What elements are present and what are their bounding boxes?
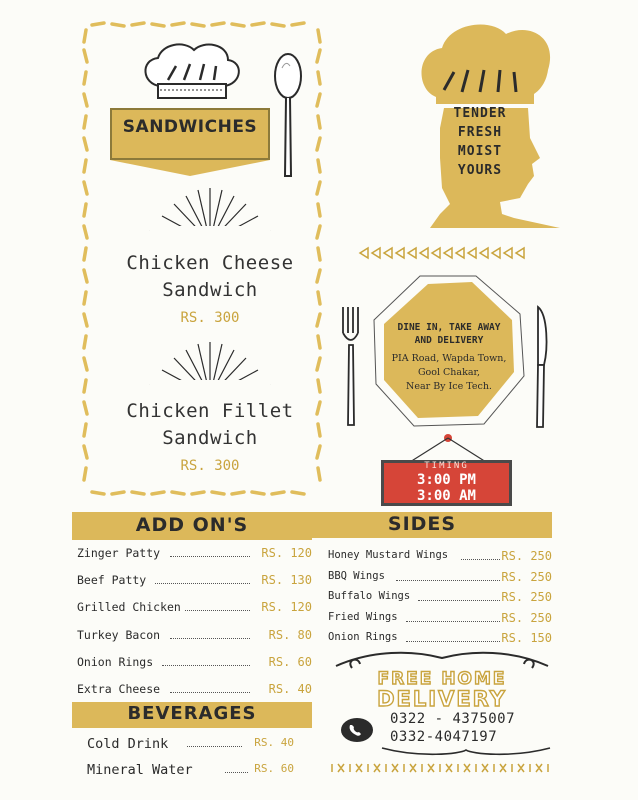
addon-name: Beef Patty — [77, 573, 147, 587]
beverage-row — [87, 736, 294, 754]
addon-row — [77, 628, 312, 646]
leader-dots — [225, 772, 248, 773]
side-price: RS. 250 — [501, 590, 552, 604]
side-price: RS. 250 — [501, 570, 552, 584]
beverage-row — [87, 762, 294, 780]
side-name: Honey Mustard Wings — [328, 549, 449, 561]
sunburst-icon — [140, 340, 280, 398]
addon-name: Zinger Patty — [77, 546, 161, 560]
chef-head-icon — [410, 18, 560, 228]
beverage-price: RS. 40 — [254, 736, 294, 749]
side-row — [328, 549, 552, 567]
leader-dots — [170, 638, 250, 639]
phone-number-2: 0332-4047197 — [390, 729, 498, 745]
timing-open: 3:00 PM — [416, 472, 476, 488]
triangle-divider — [358, 245, 530, 261]
chef-slogan-line3: MOIST — [457, 144, 503, 159]
leader-dots — [406, 641, 500, 642]
addon-name: Onion Rings — [77, 655, 154, 669]
addons-heading: ADD ON'S — [135, 514, 249, 536]
phone-number-1: 0322 - 4375007 — [390, 711, 516, 727]
side-name: Onion Rings — [328, 631, 398, 643]
chef-hat-icon — [138, 40, 246, 102]
leader-dots — [170, 556, 250, 557]
spoon-icon — [270, 52, 306, 180]
addon-name: Extra Cheese — [77, 682, 161, 696]
addon-price: RS. 120 — [261, 546, 312, 560]
addon-price: RS. 80 — [268, 628, 312, 642]
service-line2: AND DELIVERY — [414, 335, 484, 346]
leader-dots — [187, 746, 242, 747]
addon-name: Turkey Bacon — [77, 628, 161, 642]
sunburst-icon — [140, 186, 280, 244]
phone-icon — [340, 717, 374, 743]
leader-dots — [170, 692, 250, 693]
sandwich-item-2-price: RS. 300 — [180, 458, 240, 474]
side-price: RS. 250 — [501, 611, 552, 625]
addon-name: Grilled Chicken — [77, 600, 181, 614]
chef-slogan-line4: YOURS — [457, 163, 503, 178]
leader-dots — [418, 600, 500, 601]
side-row — [328, 570, 552, 588]
leader-dots — [162, 665, 250, 666]
leader-dots — [406, 621, 500, 622]
timing-label: TIMING — [424, 461, 469, 471]
leader-dots — [155, 583, 250, 584]
addon-price: RS. 120 — [261, 600, 312, 614]
address-line1: PIA Road, Wapda Town, — [391, 353, 507, 364]
beverages-heading: BEVERAGES — [127, 703, 257, 724]
side-row — [328, 590, 552, 608]
delivery-line1: FREE HOME — [377, 669, 507, 689]
knife-icon — [530, 305, 550, 429]
address-line2: Gool Chakar, — [417, 367, 481, 378]
side-price: RS. 250 — [501, 549, 552, 563]
addon-row — [77, 573, 312, 591]
leader-dots — [461, 559, 500, 560]
sandwiches-heading: SANDWICHES — [122, 117, 258, 137]
sandwich-item-1-price: RS. 300 — [180, 310, 240, 326]
fork-icon — [340, 305, 362, 427]
service-line1: DINE IN, TAKE AWAY — [397, 322, 501, 333]
address-line3: Near By Ice Tech. — [406, 381, 492, 392]
side-price: RS. 150 — [501, 631, 552, 645]
side-row — [328, 611, 552, 629]
addon-row — [77, 682, 312, 700]
addon-price: RS. 40 — [268, 682, 312, 696]
sandwich-item-2-name-line2: Sandwich — [162, 427, 258, 449]
bottom-pattern — [328, 762, 552, 774]
beverage-name: Mineral Water — [87, 762, 193, 778]
leader-dots — [185, 610, 250, 611]
beverage-name: Cold Drink — [87, 736, 169, 752]
sandwiches-banner-point — [110, 160, 270, 176]
addon-row — [77, 655, 312, 673]
sides-heading: SIDES — [387, 513, 457, 535]
swirl-ornament — [380, 744, 552, 758]
addon-row — [77, 600, 312, 618]
addon-price: RS. 130 — [261, 573, 312, 587]
chef-slogan-line1: TENDER — [453, 106, 507, 121]
addon-row — [77, 546, 312, 564]
delivery-line2: DELIVERY — [377, 687, 507, 711]
addon-price: RS. 60 — [268, 655, 312, 669]
side-row — [328, 631, 552, 649]
side-name: Buffalo Wings — [328, 590, 411, 602]
leader-dots — [396, 580, 500, 581]
sign-hanger — [400, 430, 496, 462]
sandwich-item-2-name-line1: Chicken Fillet — [126, 400, 294, 422]
beverage-price: RS. 60 — [254, 762, 294, 775]
side-name: Fried Wings — [328, 611, 398, 623]
sandwich-item-1-name-line1: Chicken Cheese — [126, 252, 294, 274]
chef-slogan-line2: FRESH — [457, 125, 503, 140]
sandwich-item-1-name-line2: Sandwich — [162, 279, 258, 301]
timing-close: 3:00 AM — [416, 488, 476, 504]
side-name: BBQ Wings — [328, 570, 385, 582]
